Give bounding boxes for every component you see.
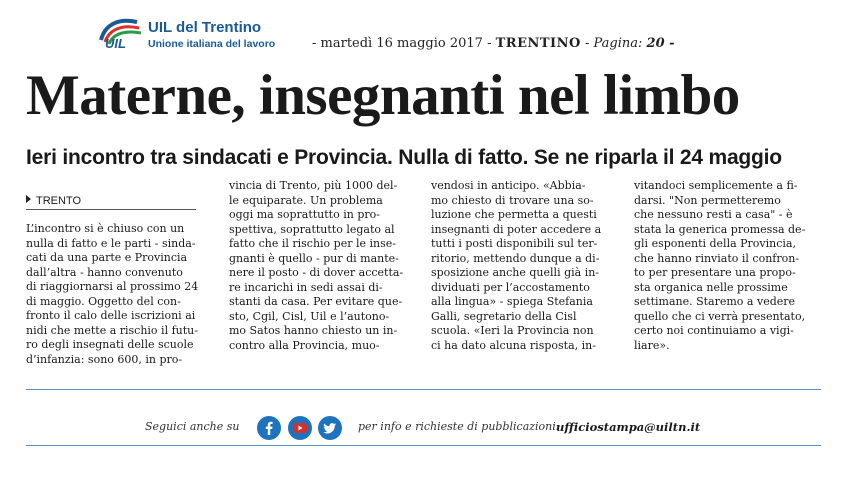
text-line: ci ha dato alcuna risposta, in- bbox=[431, 338, 596, 352]
footer-divider-top bbox=[26, 389, 821, 390]
logo-text: UIL bbox=[105, 36, 126, 50]
text-line: L’incontro si è chiuso con un bbox=[26, 222, 185, 235]
follow-label: Seguici anche su bbox=[145, 420, 240, 433]
text-line: le equiparate. Un problema bbox=[229, 193, 383, 207]
text-line: alla lingua» - spiega Stefania bbox=[431, 295, 593, 308]
text-line: quello che ci verrà presentato, bbox=[634, 309, 806, 323]
org-name: UIL del Trentino bbox=[148, 19, 262, 36]
text-line: liare». bbox=[634, 338, 670, 352]
uil-logo bbox=[97, 16, 145, 50]
text-line: scuola. «Ieri la Provincia non bbox=[431, 324, 594, 337]
text-line: sto, Cgil, Cisl, Uil e l’autono- bbox=[229, 309, 390, 323]
text-line: sposizione anche quelli già in- bbox=[431, 266, 600, 279]
text-line: mo Satos hanno chiesto un in- bbox=[229, 324, 398, 337]
text-line: fatto che il rischio per le inse- bbox=[229, 237, 396, 250]
text-line: nulla di fatto e le parti - sinda- bbox=[26, 236, 196, 250]
newspaper-name: TRENTINO bbox=[495, 36, 581, 51]
text-line: nidi che mette a rischio il futu- bbox=[26, 323, 198, 337]
facebook-icon[interactable] bbox=[257, 416, 281, 440]
text-line: darsi. "Non permetteremo bbox=[634, 193, 781, 207]
text-line: dall’altra - hanno convenuto bbox=[26, 265, 183, 279]
text-line: gli esponenti della Provincia, bbox=[634, 237, 796, 250]
article-column-2 bbox=[229, 179, 409, 353]
publication-info bbox=[312, 36, 675, 52]
text-line: gnanti è quello - pur di mante- bbox=[229, 251, 399, 265]
text-line: cati da una parte e Provincia bbox=[26, 251, 188, 264]
text-line: re incarichi in sedi assai di- bbox=[229, 280, 383, 294]
text-line: oggi ma soprattutto in pro- bbox=[229, 208, 380, 221]
text-line: Galli, segretario della Cisl bbox=[431, 309, 577, 323]
text-line: sta organica nelle prossime bbox=[634, 280, 788, 294]
twitter-icon[interactable] bbox=[318, 416, 342, 440]
page-label: - Pagina: bbox=[584, 36, 643, 51]
footer-divider-bottom bbox=[26, 445, 821, 446]
text-line: nere il posto - di dover accetta- bbox=[229, 266, 404, 279]
text-line: spettiva, soprattutto legato al bbox=[229, 222, 395, 236]
info-label: per info e richieste di pubblicazioni: bbox=[358, 420, 560, 433]
text-line: insegnanti di poter accedere a bbox=[431, 222, 602, 236]
publication-date: - martedì 16 maggio 2017 - bbox=[312, 36, 492, 51]
subheadline: Ieri incontro tra sindacati e Provincia. Nulla di fatto. Se ne riparla il 24 maggio bbox=[26, 146, 782, 169]
text-line: vendosi in anticipo. «Abbia- bbox=[431, 179, 586, 192]
article-column-3 bbox=[431, 179, 611, 353]
text-line: stata la generica promessa de- bbox=[634, 222, 806, 236]
youtube-icon[interactable] bbox=[288, 416, 312, 440]
text-line: vincia di Trento, più 1000 del- bbox=[229, 179, 398, 192]
text-line: to per presentare una propo- bbox=[634, 266, 796, 279]
page-number: 20 - bbox=[646, 36, 675, 51]
text-line: ritorio, mettendo dunque a di- bbox=[431, 251, 600, 265]
text-line: che nessuno resti a casa" - è bbox=[634, 208, 793, 221]
text-line: luzione che permetta a questi bbox=[431, 208, 597, 221]
location-label: TRENTO bbox=[36, 195, 82, 207]
bullet-icon bbox=[26, 195, 31, 203]
text-line: di maggio. Oggetto del con- bbox=[26, 294, 181, 308]
text-line: che hanno rinviato il confron- bbox=[634, 251, 800, 265]
article-column-1 bbox=[26, 222, 206, 367]
location-tag bbox=[26, 195, 196, 210]
text-line: contro alla Provincia, muo- bbox=[229, 338, 380, 352]
text-line: certo noi continuiamo a vigi- bbox=[634, 324, 794, 337]
text-line: ro degli insegnati delle scuole bbox=[26, 338, 194, 351]
text-line: dividuati per l’accostamento bbox=[431, 280, 590, 294]
text-line: di riaggiornarsi al prossimo 24 bbox=[26, 280, 199, 293]
text-line: settimane. Staremo a vedere bbox=[634, 295, 796, 308]
article-column-4 bbox=[634, 179, 814, 353]
email-link[interactable]: ufficiostampa@uiltn.it bbox=[556, 420, 701, 434]
text-line: tutti i posti disponibili sul ter- bbox=[431, 237, 598, 250]
headline: Materne, insegnanti nel limbo bbox=[26, 64, 740, 127]
text-line: fronto il calo delle iscrizioni ai bbox=[26, 309, 196, 322]
org-subtitle: Unione italiana del lavoro bbox=[148, 38, 276, 50]
text-line: vitandoci semplicemente a fi- bbox=[634, 179, 798, 192]
text-line: mo chiesto di trovare una so- bbox=[431, 193, 594, 207]
text-line: d’infanzia: sono 600, in pro- bbox=[26, 352, 183, 366]
text-line: stanti da casa. Per evitare que- bbox=[229, 295, 403, 308]
